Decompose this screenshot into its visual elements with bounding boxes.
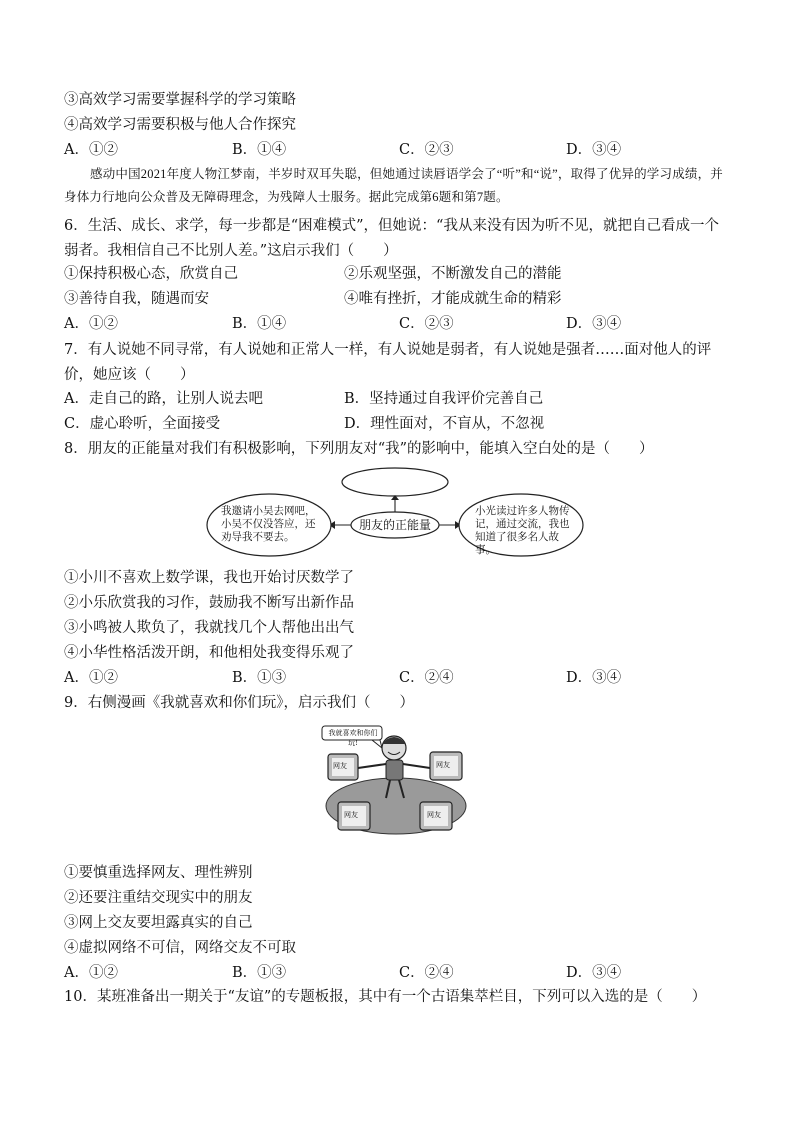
q8-item-1: ①小川不喜欢上数学课，我也开始讨厌数学了: [64, 570, 354, 586]
q9-item-4: ④虚拟网络不可信，网络交友不可取: [64, 940, 296, 956]
monitor-label-2: 网友: [436, 761, 450, 769]
q6-item-1: ①保持积极心态，欣赏自己: [64, 266, 238, 282]
q9-option-b[interactable]: B．①③: [232, 965, 287, 981]
q6-item-2: ②乐观坚强，不断激发自己的潜能: [344, 266, 562, 282]
q9-item-3: ③网上交友要坦露真实的自己: [64, 915, 253, 931]
boy-arm-right: [403, 764, 430, 768]
q5-option-b[interactable]: B．①④: [232, 142, 287, 158]
q5-option-c[interactable]: C．②③: [399, 142, 454, 158]
q9-option-c[interactable]: C．②④: [399, 965, 454, 981]
q7-option-b[interactable]: B．坚持通过自我评价完善自己: [344, 391, 544, 407]
question-7: 7．有人说她不同寻常，有人说她和正常人一样，有人说她是弱者，有人说她是强者……面对他人的评价，她应该（ ）: [64, 342, 712, 383]
right-bubble-text: 小光读过许多人物传记，通过交流，我也知道了很多名人故事。: [475, 505, 570, 556]
q6-item-4: ④唯有挫折，才能成就生命的精彩: [344, 291, 562, 307]
q5-item-4: ④高效学习需要积极与他人合作探究: [64, 117, 296, 133]
q8-item-2: ②小乐欣赏我的习作，鼓励我不断写出新作品: [64, 595, 354, 611]
center-label: 朋友的正能量: [358, 518, 431, 532]
q6-item-3: ③善待自我，随遇而安: [64, 291, 209, 307]
q6-option-a[interactable]: A．①②: [64, 316, 118, 332]
q8-item-3: ③小鸣被人欺负了，我就找几个人帮他出出气: [64, 620, 354, 636]
question-9: 9．右侧漫画《我就喜欢和你们玩》，启示我们（ ）: [64, 695, 414, 711]
q5-item-3: ③高效学习需要掌握科学的学习策略: [64, 92, 296, 108]
question-8: 8．朋友的正能量对我们有积极影响，下列朋友对“我”的影响中，能填入空白处的是（ ）: [64, 441, 654, 457]
q6-option-c[interactable]: C．②③: [399, 316, 454, 332]
question-10: 10．某班准备出一期关于“友谊”的专题板报，其中有一个古语集萃栏目，下列可以入选的是（ ）: [64, 989, 707, 1005]
monitor-label-4: 网友: [427, 811, 441, 819]
q9-option-d[interactable]: D．③④: [566, 965, 622, 981]
q8-diagram: [205, 466, 585, 562]
monitor-label-3: 网友: [344, 811, 358, 819]
speech-text: 我就喜欢和你们玩!: [328, 729, 378, 747]
left-bubble-text: 我邀请小吴去网吧，小吴不仅没答应，还劝导我不要去。: [221, 505, 316, 543]
q7-option-c[interactable]: C．虚心聆听，全面接受: [64, 416, 221, 432]
q9-cartoon: [320, 724, 470, 844]
q9-option-a[interactable]: A．①②: [64, 965, 118, 981]
q9-item-1: ①要慎重选择网友、理性辨别: [64, 865, 253, 881]
intro-passage: 感动中国2021年度人物江梦南，半岁时双耳失聪，但她通过读唇语学会了“听”和“说”，取得了优异的学习成绩，并身体力行地向公众普及无障碍理念，为残障人士服务。据此完成第6题和第7题。: [64, 167, 723, 204]
q8-item-4: ④小华性格活泼开朗，和他相处我变得乐观了: [64, 645, 354, 661]
q8-option-a[interactable]: A．①②: [64, 670, 118, 686]
q5-option-d[interactable]: D．③④: [566, 142, 622, 158]
boy-arm-left: [358, 764, 386, 768]
q6-option-b[interactable]: B．①④: [232, 316, 287, 332]
q8-option-c[interactable]: C．②④: [399, 670, 454, 686]
q7-option-a[interactable]: A．走自己的路，让别人说去吧: [64, 391, 263, 407]
q6-option-d[interactable]: D．③④: [566, 316, 622, 332]
q8-option-d[interactable]: D．③④: [566, 670, 622, 686]
q8-option-b[interactable]: B．①③: [232, 670, 287, 686]
q9-item-2: ②还要注重结交现实中的朋友: [64, 890, 253, 906]
boy-hair: [382, 737, 406, 744]
blank-ellipse: [342, 468, 448, 496]
q5-option-a[interactable]: A．①②: [64, 142, 118, 158]
boy-body: [386, 760, 403, 780]
question-6: 6．生活、成长、求学，每一步都是“困难模式”，但她说：“我从来没有因为听不见，就把自己看成一个弱者。我相信自己不比别人差。”这启示我们（ ）: [64, 218, 719, 259]
monitor-label-1: 网友: [333, 762, 347, 770]
q7-option-d[interactable]: D．理性面对，不盲从，不忽视: [344, 416, 545, 432]
